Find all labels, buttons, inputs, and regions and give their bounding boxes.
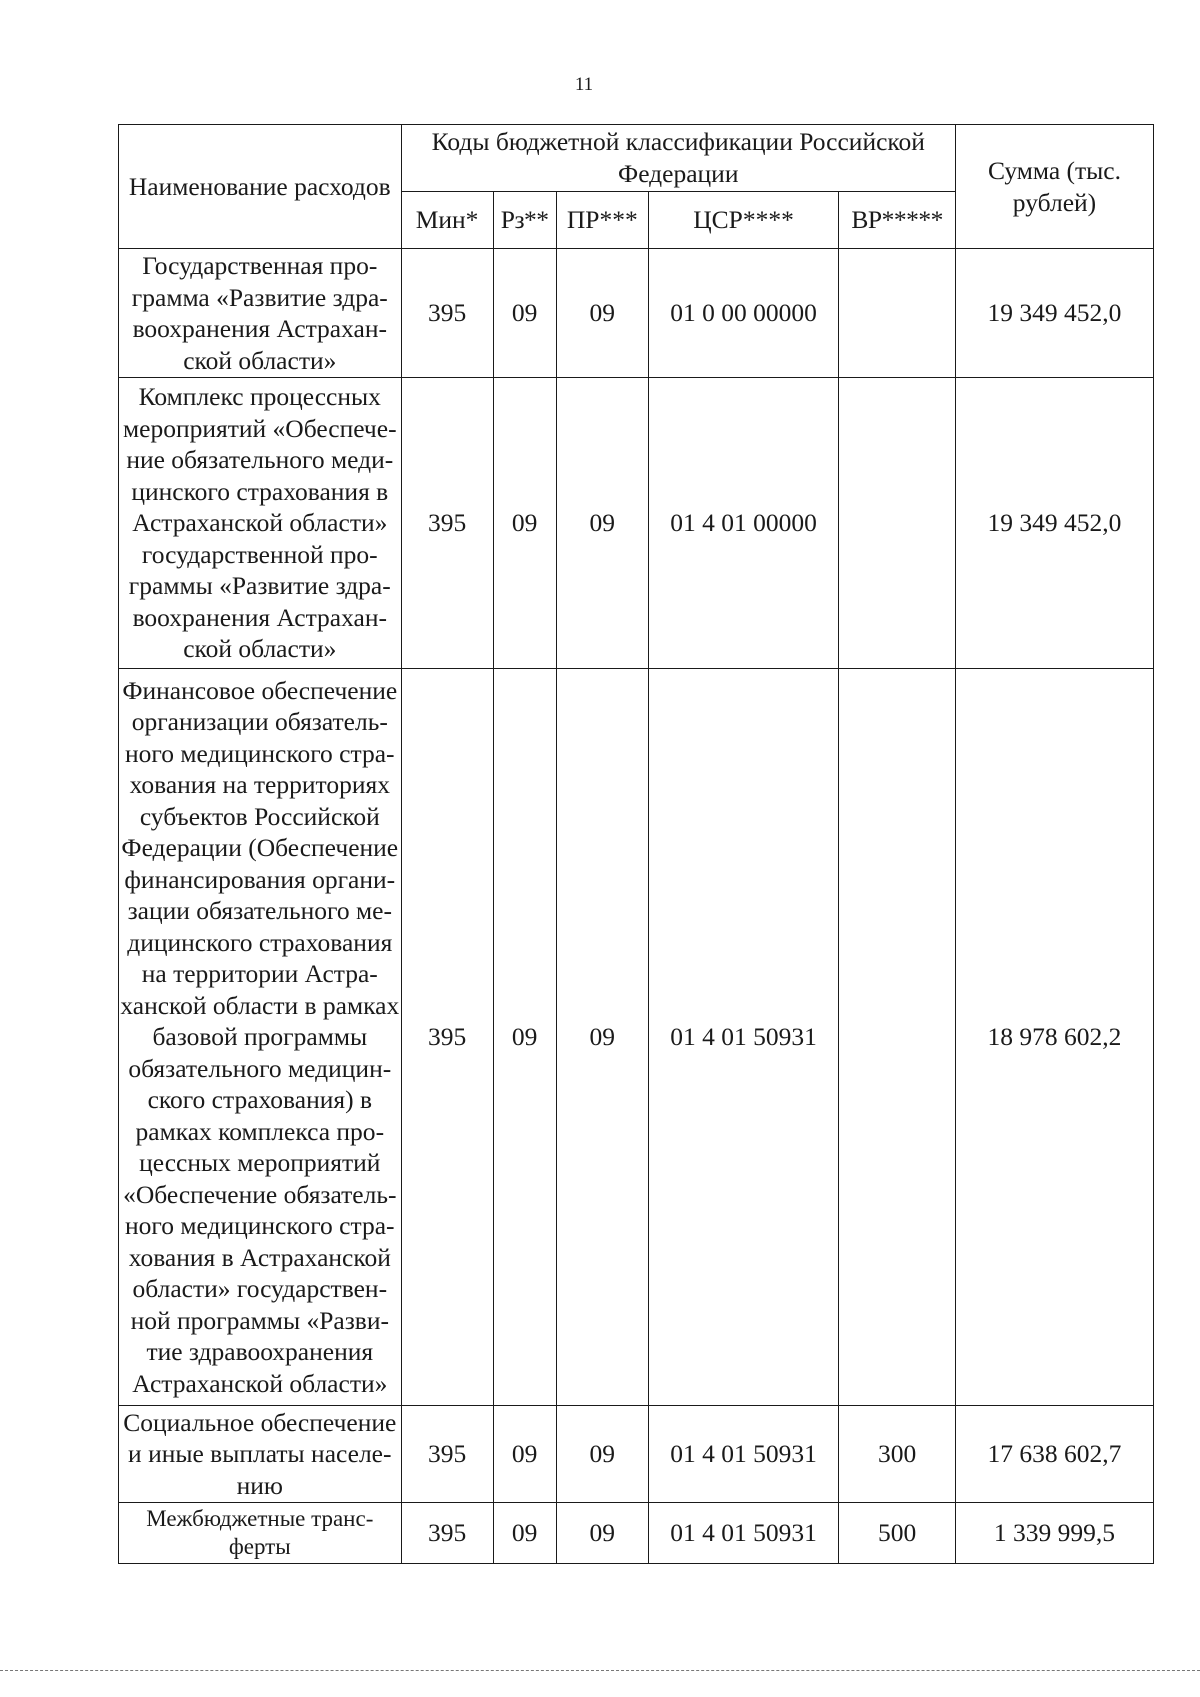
row-name: Социальное обеспечение и иные выплаты населению (119, 1406, 402, 1503)
header-codes: Коды бюджетной классификации Российской Федерации (401, 125, 955, 192)
row-vr (839, 249, 956, 378)
row-pr: 09 (556, 1406, 648, 1503)
row-vr: 500 (839, 1503, 956, 1564)
header-rz: Рз** (493, 192, 556, 249)
row-csr: 01 4 01 50931 (648, 1406, 839, 1503)
row-name: Финансовое обеспечение организации обязательного медицинского страхования на территориях субъектов Российской Федерации (Обеспечение финансирования организации обязательного медицинского страхования на территории Астраханской области в рамках базовой программы обязательного медицинского страхования) в рамках комплекса процессных мероприятий «Обеспечение обязательного медицинского страхования в Астраханской области» государственной программы «Развитие здравоохранения Астраханской области» (119, 669, 402, 1406)
budget-table (118, 124, 1154, 1564)
row-pr: 09 (556, 249, 648, 378)
header-sum: Сумма (тыс. рублей) (955, 125, 1153, 249)
page-number: 11 (574, 74, 594, 95)
row-csr: 01 0 00 00000 (648, 249, 839, 378)
header-row-top (119, 125, 1154, 192)
row-rz: 09 (493, 378, 556, 669)
row-name: Комплекс процессных мероприятий «Обеспечение обязательного медицинского страхования в Астраханской области» государственной программы «Развитие здравоохранения Астраханской области» (119, 378, 402, 669)
row-vr: 300 (839, 1406, 956, 1503)
table-row (119, 1406, 1154, 1503)
row-pr: 09 (556, 669, 648, 1406)
table-header (119, 125, 1154, 249)
row-vr (839, 669, 956, 1406)
row-rz: 09 (493, 1406, 556, 1503)
row-name: Государственная программа «Развитие здравоохранения Астраханской области» (119, 249, 402, 378)
row-name: Межбюджетные трансферты (119, 1503, 402, 1564)
row-pr: 09 (556, 378, 648, 669)
row-sum: 1 339 999,5 (955, 1503, 1153, 1564)
header-min: Мин* (401, 192, 493, 249)
header-name: Наименование расходов (119, 125, 402, 249)
row-csr: 01 4 01 50931 (648, 669, 839, 1406)
row-rz: 09 (493, 249, 556, 378)
row-sum: 17 638 602,7 (955, 1406, 1153, 1503)
row-min: 395 (401, 1406, 493, 1503)
row-rz: 09 (493, 669, 556, 1406)
table-row (119, 1503, 1154, 1564)
table-row (119, 669, 1154, 1406)
row-min: 395 (401, 669, 493, 1406)
row-sum: 18 978 602,2 (955, 669, 1153, 1406)
row-sum: 19 349 452,0 (955, 249, 1153, 378)
header-pr: ПР*** (556, 192, 648, 249)
row-min: 395 (401, 378, 493, 669)
row-vr (839, 378, 956, 669)
row-sum: 19 349 452,0 (955, 378, 1153, 669)
row-pr: 09 (556, 1503, 648, 1564)
row-min: 395 (401, 1503, 493, 1564)
row-csr: 01 4 01 50931 (648, 1503, 839, 1564)
table-row (119, 378, 1154, 669)
header-csr: ЦСР**** (648, 192, 839, 249)
table-body (119, 249, 1154, 1564)
row-min: 395 (401, 249, 493, 378)
page-bottom-rule (0, 1670, 1200, 1671)
row-rz: 09 (493, 1503, 556, 1564)
row-csr: 01 4 01 00000 (648, 378, 839, 669)
header-vr: ВР***** (839, 192, 956, 249)
table-row (119, 249, 1154, 378)
